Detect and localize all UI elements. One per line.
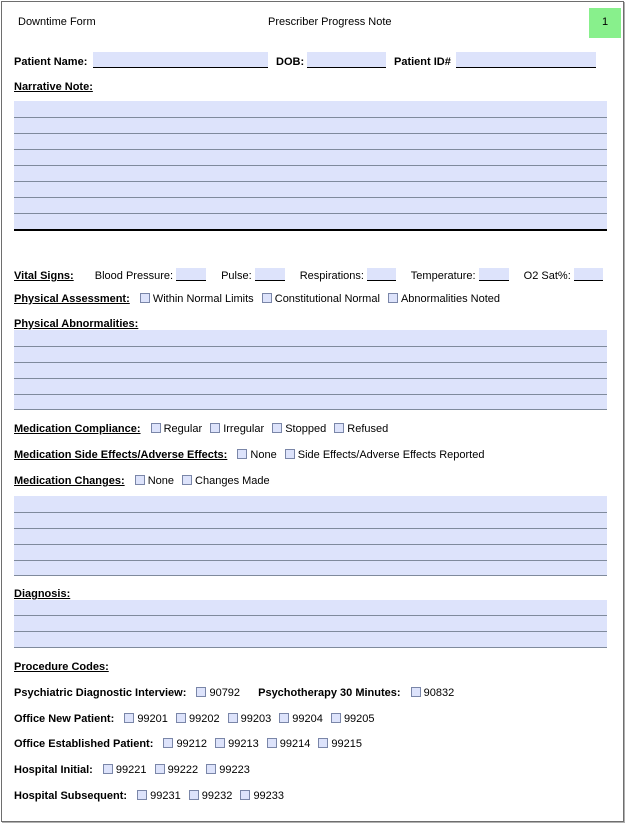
patient-id-field[interactable] bbox=[456, 52, 596, 68]
page-number-badge: 1 bbox=[589, 8, 621, 38]
checkbox[interactable] bbox=[267, 738, 277, 748]
psych-interview-label: Psychiatric Diagnostic Interview: bbox=[14, 687, 187, 699]
form-type-label: Downtime Form bbox=[18, 16, 96, 28]
option-refused[interactable]: Refused bbox=[334, 423, 388, 435]
office-established-patient-row bbox=[14, 738, 362, 750]
code-99205[interactable]: 99205 bbox=[331, 713, 375, 725]
code-99233[interactable]: 99233 bbox=[240, 790, 284, 802]
code-99203[interactable]: 99203 bbox=[228, 713, 272, 725]
procedure-codes-label: Procedure Codes: bbox=[14, 661, 109, 673]
o2-sat-field[interactable] bbox=[574, 268, 603, 281]
code-99231[interactable]: 99231 bbox=[137, 790, 181, 802]
checkbox[interactable] bbox=[331, 713, 341, 723]
code-99201[interactable]: 99201 bbox=[124, 713, 168, 725]
checkbox[interactable] bbox=[240, 790, 250, 800]
medication-changes-row bbox=[14, 475, 270, 487]
code-99213[interactable]: 99213 bbox=[215, 738, 259, 750]
side-effects-row bbox=[14, 449, 484, 461]
respirations-label: Respirations: bbox=[299, 270, 364, 282]
code-90792[interactable]: 90792 bbox=[196, 687, 240, 699]
checkbox[interactable] bbox=[388, 293, 398, 303]
checkbox[interactable] bbox=[151, 423, 161, 433]
diagnosis-label: Diagnosis: bbox=[14, 588, 71, 600]
o2-sat-label: O2 Sat%: bbox=[523, 270, 571, 282]
option-irregular[interactable]: Irregular bbox=[210, 423, 264, 435]
patient-name-label: Patient Name: bbox=[14, 56, 88, 68]
checkbox[interactable] bbox=[124, 713, 134, 723]
checkbox[interactable] bbox=[215, 738, 225, 748]
medication-changes-label: Medication Changes: bbox=[14, 475, 125, 487]
checkbox[interactable] bbox=[163, 738, 173, 748]
hospital-initial-row bbox=[14, 764, 250, 776]
code-99232[interactable]: 99232 bbox=[189, 790, 233, 802]
checkbox[interactable] bbox=[189, 790, 199, 800]
checkbox[interactable] bbox=[210, 423, 220, 433]
checkbox[interactable] bbox=[279, 713, 289, 723]
option-stopped[interactable]: Stopped bbox=[272, 423, 326, 435]
office-new-patient-label: Office New Patient: bbox=[14, 713, 115, 725]
checkbox[interactable] bbox=[272, 423, 282, 433]
checkbox[interactable] bbox=[182, 475, 192, 485]
checkbox[interactable] bbox=[228, 713, 238, 723]
psych-interview-row bbox=[14, 687, 454, 699]
checkbox[interactable] bbox=[137, 790, 147, 800]
checkbox[interactable] bbox=[140, 293, 150, 303]
code-99221[interactable]: 99221 bbox=[103, 764, 147, 776]
option-changes-none[interactable]: None bbox=[135, 475, 174, 487]
narrative-note-label: Narrative Note: bbox=[14, 81, 93, 93]
blood-pressure-label: Blood Pressure: bbox=[94, 270, 174, 282]
dob-field[interactable] bbox=[307, 52, 386, 68]
checkbox[interactable] bbox=[411, 687, 421, 697]
checkbox[interactable] bbox=[196, 687, 206, 697]
temperature-label: Temperature: bbox=[410, 270, 476, 282]
checkbox[interactable] bbox=[103, 764, 113, 774]
option-side-effects-none[interactable]: None bbox=[237, 449, 276, 461]
medication-compliance-label: Medication Compliance: bbox=[14, 423, 141, 435]
pulse-field[interactable] bbox=[255, 268, 285, 281]
code-99215[interactable]: 99215 bbox=[318, 738, 362, 750]
psychotherapy-label: Psychotherapy 30 Minutes: bbox=[258, 687, 401, 699]
checkbox[interactable] bbox=[318, 738, 328, 748]
code-99222[interactable]: 99222 bbox=[155, 764, 199, 776]
option-abnormalities-noted[interactable]: Abnormalities Noted bbox=[388, 293, 500, 305]
vital-signs-label: Vital Signs: bbox=[14, 270, 74, 282]
patient-name-field[interactable] bbox=[93, 52, 268, 68]
checkbox[interactable] bbox=[176, 713, 186, 723]
side-effects-label: Medication Side Effects/Adverse Effects: bbox=[14, 449, 228, 461]
checkbox[interactable] bbox=[155, 764, 165, 774]
patient-id-label: Patient ID# bbox=[394, 56, 451, 68]
narrative-note-area[interactable] bbox=[14, 101, 607, 231]
option-changes-made[interactable]: Changes Made bbox=[182, 475, 270, 487]
code-99212[interactable]: 99212 bbox=[163, 738, 207, 750]
temperature-field[interactable] bbox=[479, 268, 509, 281]
vital-signs-row bbox=[14, 268, 603, 282]
physical-assessment-row bbox=[14, 293, 500, 305]
code-99204[interactable]: 99204 bbox=[279, 713, 323, 725]
pulse-label: Pulse: bbox=[221, 270, 252, 282]
respirations-field[interactable] bbox=[367, 268, 396, 281]
office-established-patient-label: Office Established Patient: bbox=[14, 738, 154, 750]
medication-compliance-row bbox=[14, 423, 388, 435]
blood-pressure-field[interactable] bbox=[176, 268, 206, 281]
code-99223[interactable]: 99223 bbox=[206, 764, 250, 776]
hospital-subsequent-label: Hospital Subsequent: bbox=[14, 790, 128, 802]
medication-changes-area[interactable] bbox=[14, 496, 607, 576]
checkbox[interactable] bbox=[285, 449, 295, 459]
checkbox[interactable] bbox=[262, 293, 272, 303]
checkbox[interactable] bbox=[206, 764, 216, 774]
diagnosis-area[interactable] bbox=[14, 600, 607, 648]
physical-abnormalities-area[interactable] bbox=[14, 330, 607, 410]
code-90832[interactable]: 90832 bbox=[411, 687, 455, 699]
physical-abnormalities-label: Physical Abnormalities: bbox=[14, 318, 139, 330]
option-within-normal-limits[interactable]: Within Normal Limits bbox=[140, 293, 254, 305]
checkbox[interactable] bbox=[237, 449, 247, 459]
dob-label: DOB: bbox=[276, 56, 305, 68]
code-99202[interactable]: 99202 bbox=[176, 713, 220, 725]
physical-assessment-label: Physical Assessment: bbox=[14, 293, 130, 305]
form-title: Prescriber Progress Note bbox=[268, 16, 392, 28]
option-regular[interactable]: Regular bbox=[151, 423, 203, 435]
office-new-patient-row bbox=[14, 713, 375, 725]
code-99214[interactable]: 99214 bbox=[267, 738, 311, 750]
option-constitutional-normal[interactable]: Constitutional Normal bbox=[262, 293, 380, 305]
hospital-subsequent-row bbox=[14, 790, 284, 802]
checkbox[interactable] bbox=[135, 475, 145, 485]
hospital-initial-label: Hospital Initial: bbox=[14, 764, 93, 776]
checkbox[interactable] bbox=[334, 423, 344, 433]
option-side-effects-reported[interactable]: Side Effects/Adverse Effects Reported bbox=[285, 449, 485, 461]
